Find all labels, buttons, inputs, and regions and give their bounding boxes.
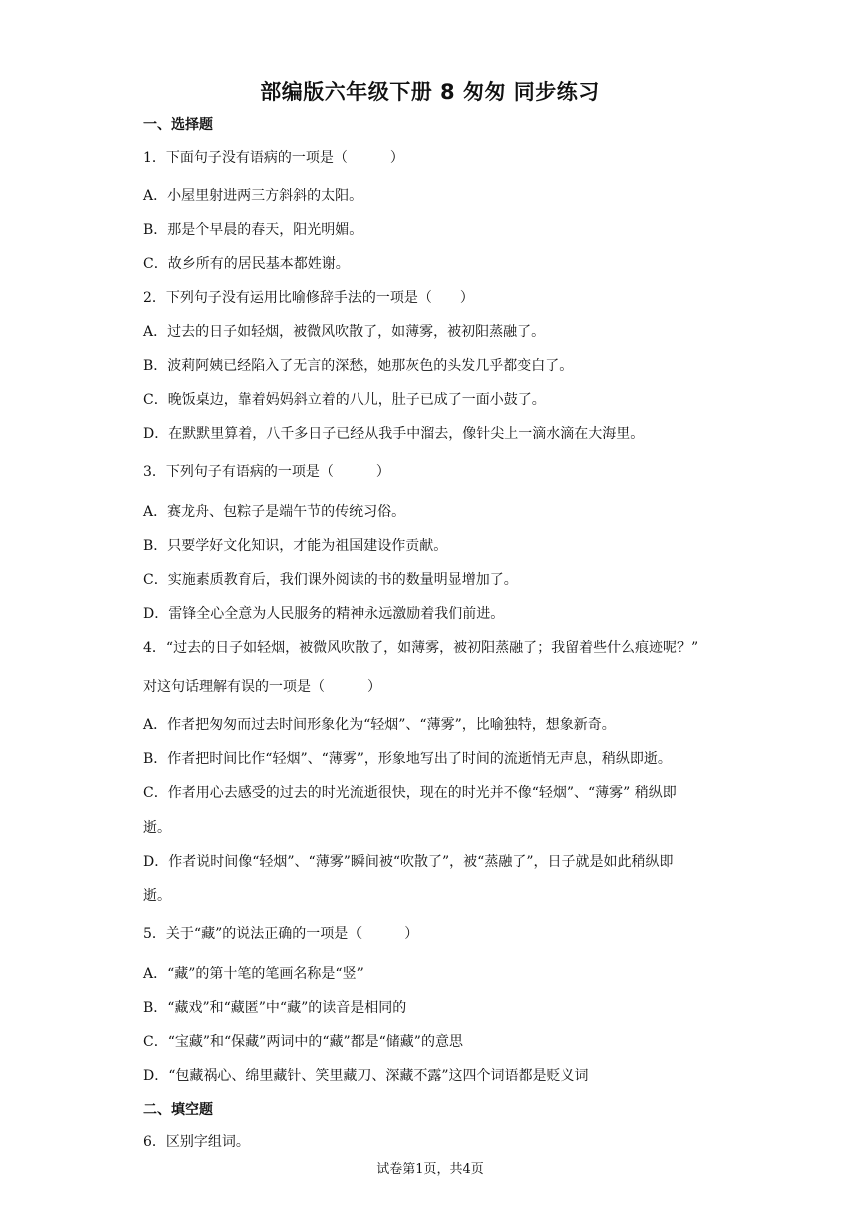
- page-footer: 试卷第1页，共4页: [376, 1162, 484, 1177]
- option-line: A．小屋里射进两三方斜斜的太阳。: [143, 188, 364, 204]
- option-line: D．“包藏祸心、绵里藏针、笑里藏刀、深藏不露”这四个词语都是贬义词: [143, 1068, 589, 1084]
- option-line: A．“藏”的第十笔的笔画名称是“竖”: [143, 966, 364, 982]
- option-line: C．实施素质教育后，我们课外阅读的书的数量明显增加了。: [143, 572, 518, 588]
- question-line: 5．关于“藏”的说法正确的一项是（ ）: [143, 926, 419, 942]
- option-line: D．雷锋全心全意为人民服务的精神永远激励着我们前进。: [143, 606, 505, 622]
- option-line: A．赛龙舟、包粽子是端午节的传统习俗。: [143, 504, 406, 520]
- option-line: B．波莉阿姨已经陷入了无言的深愁，她那灰色的头发几乎都变白了。: [143, 358, 574, 374]
- question-line: 4．“过去的日子如轻烟，被微风吹散了，如薄雾，被初阳蒸融了；我留着些什么痕迹呢？”: [143, 640, 699, 656]
- option-line: D．在默默里算着，八千多日子已经从我手中溜去，像针尖上一滴水滴在大海里。: [143, 426, 645, 442]
- section-heading-fill: 二、填空题: [143, 1102, 213, 1118]
- option-line: A．过去的日子如轻烟，被微风吹散了，如薄雾，被初阳蒸融了。: [143, 324, 546, 340]
- option-line: B．“藏戏”和“藏匿”中“藏”的读音是相同的: [143, 1000, 407, 1016]
- question-line: 1．下面句子没有语病的一项是（ ）: [143, 150, 404, 166]
- option-line: C．作者用心去感受的过去的时光流逝很快，现在的时光并不像“轻烟”、“薄雾” 稍纵即: [143, 785, 677, 801]
- question-line: 2．下列句子没有运用比喻修辞手法的一项是（ ）: [143, 290, 474, 306]
- option-line: 逝。: [143, 820, 171, 836]
- option-line: C．故乡所有的居民基本都姓谢。: [143, 256, 350, 272]
- question-line: 6．区别字组词。: [143, 1134, 250, 1150]
- page-title: 部编版六年级下册 8 匆匆 同步练习: [260, 80, 600, 104]
- section-heading-choice: 一、选择题: [143, 117, 213, 133]
- question-line: 对这句话理解有误的一项是（ ）: [143, 679, 381, 695]
- option-line: D．作者说时间像“轻烟”、“薄雾”瞬间被“吹散了”，被“蒸融了”，日子就是如此稍纵即: [143, 854, 674, 870]
- option-line: B．只要学好文化知识，才能为祖国建设作贡献。: [143, 538, 448, 554]
- question-line: 3．下列句子有语病的一项是（ ）: [143, 464, 390, 480]
- option-line: C．“宝藏”和“保藏”两词中的“藏”都是“储藏”的意思: [143, 1034, 463, 1050]
- option-line: 逝。: [143, 888, 171, 904]
- option-line: C．晚饭桌边，靠着妈妈斜立着的八儿，肚子已成了一面小鼓了。: [143, 392, 546, 408]
- option-line: B．那是个早晨的春天，阳光明媚。: [143, 222, 364, 238]
- option-line: A．作者把匆匆而过去时间形象化为“轻烟”、“薄雾”，比喻独特，想象新奇。: [143, 717, 616, 733]
- option-line: B．作者把时间比作“轻烟”、“薄雾”，形象地写出了时间的流逝悄无声息，稍纵即逝。: [143, 751, 672, 767]
